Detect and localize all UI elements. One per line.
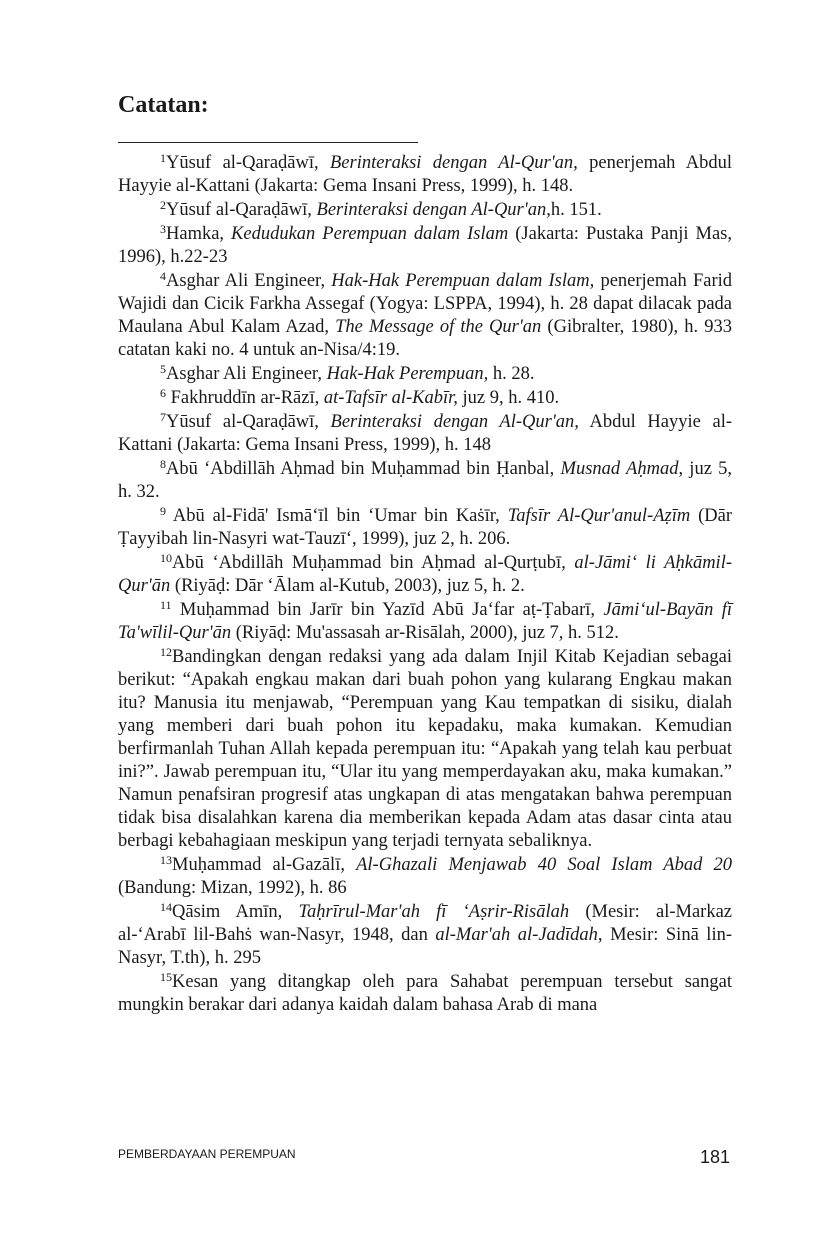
endnote-number: 14	[160, 900, 172, 914]
endnote-number: 3	[160, 222, 166, 236]
endnote-text: Asghar Ali Engineer,	[166, 364, 327, 384]
endnote-14	[118, 901, 732, 970]
running-footer-title: PEMBERDAYAAN PEREMPUAN	[118, 1147, 296, 1161]
endnote-number: 9	[160, 504, 166, 518]
endnote-text: h. 28.	[488, 364, 535, 384]
endnote-italic-title: The Message of the Qur'an	[335, 317, 542, 337]
endnote-text: Abū al-Fidā' Ismā‘īl bin ‘Umar bin Kaṡīr,	[166, 506, 508, 526]
endnote-text: (Mesir: al-Markaz al-‘Arabī lil-Bahṡ wan-Nasyr, 1948, dan	[118, 902, 733, 945]
endnote-number: 11	[160, 598, 172, 612]
endnote-italic-title: Musnad Aḥmad	[560, 459, 679, 479]
endnote-text: (Bandung: Mizan, 1992), h. 86	[118, 878, 347, 898]
endnote-italic-title: Berinteraksi dengan Al-Qur'an,	[330, 412, 579, 432]
endnote-number: 1	[160, 151, 166, 165]
endnote-6	[118, 387, 732, 410]
endnote-7	[118, 411, 732, 457]
endnote-text: penerjemah Farid Wajidi dan Cicik Farkha Assegaf (Yogya: LSPPA, 1994), h. 28 dapat dilacak pada Maulana Abul Kalam Azad,	[118, 271, 732, 337]
endnote-number: 10	[160, 551, 172, 565]
page-number: 181	[699, 1147, 730, 1167]
endnote-number: 13	[160, 853, 172, 867]
endnote-3	[118, 223, 732, 269]
endnote-text: (Gibralter, 1980), h. 933 catatan kaki no. 4 untuk an-Nisa/4:19.	[118, 317, 732, 360]
endnotes-list	[118, 152, 732, 1018]
endnote-12	[118, 646, 732, 853]
endnote-italic-title: at-Tafsīr al-Kabīr,	[323, 388, 458, 408]
endnote-text: Yūsuf al-Qaraḍāwī,	[166, 153, 330, 173]
endnote-number: 5	[160, 362, 166, 376]
page-heading: Catatan:	[118, 92, 209, 118]
endnote-8	[118, 458, 732, 504]
endnote-number: 7	[160, 410, 166, 424]
endnote-text: Yūsuf al-Qaraḍāwī,	[166, 412, 331, 432]
endnote-italic-title: Taḥrīrul-Mar'ah fī ‘Aṣrir-Risālah	[298, 902, 570, 922]
endnote-text: (Dār Ṭayyibah lin-Nasyri wat-Tauzī‘, 1999), juz 2, h. 206.	[118, 506, 732, 549]
endnote-text: Abdul Hayyie al-Kattani (Jakarta: Gema Insani Press, 1999), h. 148	[118, 412, 732, 455]
endnote-text: (Jakarta: Pustaka Panji Mas, 1996), h.22-23	[118, 224, 732, 267]
endnote-text: juz 9, h. 410.	[457, 388, 560, 408]
endnote-italic-title: al-Jāmi‘ li Aḥkāmil-Qur'ān	[118, 553, 732, 596]
endnote-italic-title: Al-Ghazali Menjawab 40 Soal Islam Abad 20	[356, 855, 732, 875]
endnote-italic-title: Berinteraksi dengan Al-Qur'an,	[316, 200, 551, 220]
endnote-italic-title: Kedudukan Perempuan dalam Islam	[231, 224, 509, 244]
endnote-number: 15	[160, 970, 172, 984]
endnote-number: 6	[160, 386, 166, 400]
endnote-text: Abū ‘Abdillāh Aḥmad bin Muḥammad bin Ḥanbal,	[166, 459, 561, 479]
endnote-text: Kesan yang ditangkap oleh para Sahabat perempuan tersebut sangat mungkin berakar dari adanya kaidah dalam bahasa Arab di mana	[118, 972, 732, 1015]
endnote-number: 8	[160, 457, 166, 471]
endnote-10	[118, 552, 732, 598]
endnote-italic-title: Tafsīr Al-Qur'anul-Aẓīm	[507, 506, 691, 526]
endnote-italic-title: Berinteraksi dengan Al-Qur'an,	[329, 153, 578, 173]
endnote-italic-title: Jāmi‘ul-Bayān fī Ta'wīlil-Qur'ān	[118, 600, 733, 643]
endnote-italic-title: Hak-Hak Perempuan,	[326, 364, 489, 384]
endnote-text: Yūsuf al-Qaraḍāwī,	[166, 200, 317, 220]
endnote-text: Muḥammad bin Jarīr bin Yazīd Abū Ja‘far aṭ-Ṭabarī,	[171, 600, 604, 620]
endnote-11	[118, 599, 732, 645]
endnote-5	[118, 363, 732, 386]
heading-rule	[118, 142, 418, 143]
endnote-text: (Riyāḍ: Dār ‘Ālam al-Kutub, 2003), juz 5, h. 2.	[170, 576, 525, 596]
endnote-italic-title: Hak-Hak Perempuan dalam Islam,	[331, 271, 595, 291]
endnote-1	[118, 152, 732, 198]
endnote-9	[118, 505, 732, 551]
endnote-text: (Riyāḍ: Mu'assasah ar-Risālah, 2000), juz 7, h. 512.	[231, 623, 619, 643]
endnote-15	[118, 971, 732, 1017]
endnote-text: Abū ‘Abdillāh Muḥammad bin Aḥmad al-Qurṭubī,	[172, 553, 575, 573]
endnote-4	[118, 270, 732, 362]
endnote-number: 12	[160, 645, 172, 659]
endnote-italic-title: al-Mar'ah al-Jadīdah	[435, 925, 598, 945]
endnote-text: Muḥammad al-Gazālī,	[172, 855, 357, 875]
endnote-text: Qāsim Amīn,	[172, 902, 299, 922]
endnote-text: penerjemah Abdul Hayyie al-Kattani (Jakarta: Gema Insani Press, 1999), h. 148.	[118, 153, 733, 196]
endnote-text: Bandingkan dengan redaksi yang ada dalam Injil Kitab Kejadian sebagai berikut: “Apakah engkau makan dari buah pohon yang kularang Engkau makan itu? Manusia itu menjawab, “Perempuan yang Kau tempatkan di sisiku, dialah yang memberi dari buah pohon itu kepadaku, maka kumakan. Kemudian berfirmanlah Tuhan Allah kepada perempuan itu: “Apakah yang telah kau perbuat ini?”. Jawab perempuan itu, “Ular itu yang memperdayakan aku, maka kumakan.” Namun penafsiran progresif atas ungkapan di atas mengatakan bahwa perempuan tidak bisa disalahkan karena dia memberikan kepada Adam atas dasar cinta atau berbagi kebahagiaan meskipun yang terjadi ternyata sebaliknya.	[118, 647, 732, 851]
endnote-text: , juz 5, h. 32.	[118, 459, 733, 502]
endnote-text: Fakhruddīn ar-Rāzī,	[166, 388, 324, 408]
endnote-13	[118, 854, 732, 900]
endnote-text: Hamka,	[166, 224, 232, 244]
endnote-number: 2	[160, 198, 166, 212]
endnote-number: 4	[160, 269, 166, 283]
endnote-2	[118, 199, 732, 222]
endnote-text: Asghar Ali Engineer,	[166, 271, 332, 291]
endnote-text: h. 151.	[550, 200, 602, 220]
endnote-text: , Mesir: Sinā lin-Nasyr, T.th), h. 295	[118, 925, 732, 968]
